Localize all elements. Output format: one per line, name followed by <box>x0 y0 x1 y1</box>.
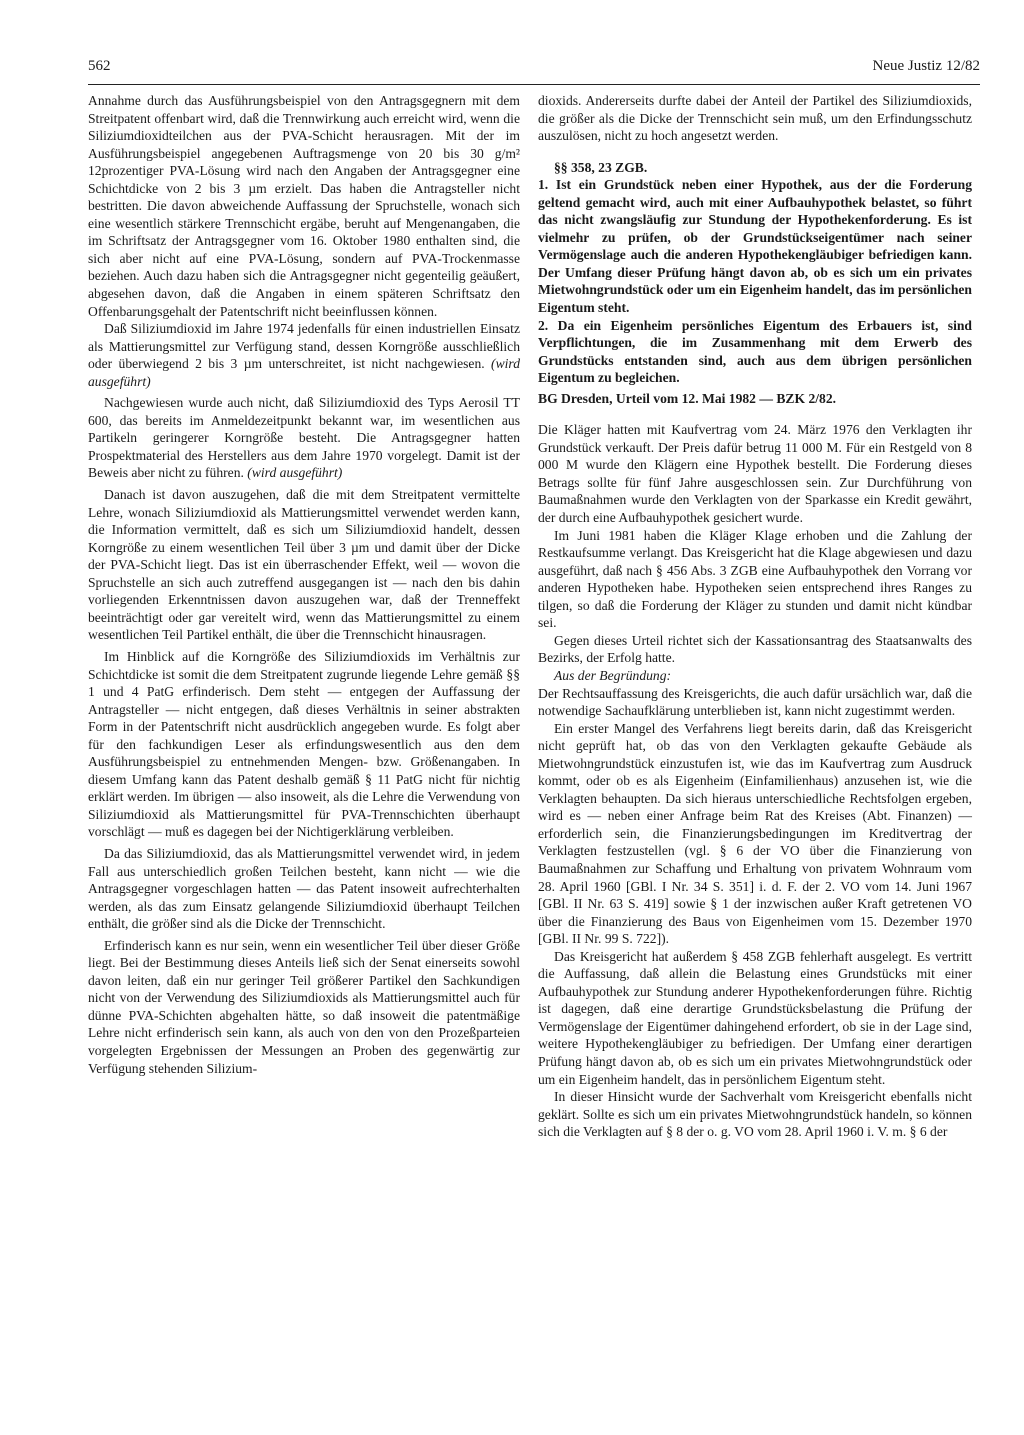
paragraph: Annahme durch das Ausführungsbeispiel von den Antragsgegnern mit dem Streitpatent offenbart wird, daß die Trennwirkung auch erreicht wird, wenn die Siliziumdioxidteilchen aus der PVA-Schicht herausragen. Mit der im Ausführungsbeispiel angegebenen Auftragsmenge von 20 bis 30 g/m² 12prozentiger PVA-Lösung wird nach den Angaben der Antragsgegner eine Schichtdicke von 2 bis 3 µm erzielt. Das haben die Antragsteller nicht bestritten. Die davon abweichende Auffassung der Spruchstelle, wonach sich eine wesentlich stärkere Trennschicht ergäbe, beruht auf Mengenangaben, die im Schriftsatz der Antragsgegner vom 16. Oktober 1980 enthalten sind, die sich aber nicht auf eine PVA-Lösung, sondern auf PVA-Trockenmasse beziehen. Auch dazu haben sich die Antragsgegner nicht gegenteilig geäußert, abgesehen davon, daß die Angaben in einem späteren Schriftsatz den Offenbarungsgehalt der Patentschrift nicht beeinflussen können. <box>88 93 520 319</box>
court-citation: BG Dresden, Urteil vom 12. Mai 1982 — BZK 2/82. <box>538 390 837 406</box>
page-number: 562 <box>88 58 111 74</box>
editorial-note: (wird ausgeführt) <box>88 356 520 389</box>
page-header <box>88 58 980 85</box>
paragraph: Danach ist davon auszugehen, daß die mit dem Streitpatent vermittelte Lehre, wonach Siliziumdioxid als Mattierungsmittel verwendet werden kann, die Information vermittelt, daß es sich um Siliziumdioxid handelt, dessen Korngröße zu einem wesentlichen Teil über 3 µm und damit über der Dicke der PVA-Schicht liegt. Das ist ein überraschender Effekt, weil — wovon die Spruchstelle an sich auch zutreffend ausgegangen ist — nach den bis dahin vorliegenden Erkenntnissen davon auszugehen war, daß der Trenneffekt beeinträchtigt oder gar vereitelt wird, wenn das Mattierungsmittel zu einem wesentlichen Teil Partikel enthält, die über die Trennschicht hinausragen. <box>88 487 520 643</box>
paragraph: Die Kläger hatten mit Kaufvertrag vom 24. März 1976 den Verklagten ihr Grundstück verkauft. Der Preis dafür betrug 11 000 M. Für ein Restgeld von 8 000 M wurde den Klägern eine Hypothek bestellt. Die Forderung dieses Betrags sollte für fünf Jahre ausgeschlossen sein. Zur Durchführung von Baumaßnahmen wurde den Verklagten von der Sparkasse ein Kredit gewährt, der durch eine Aufbauhypothek gesichert wurde. <box>538 422 972 526</box>
paragraph: Im Juni 1981 haben die Kläger Klage erhoben und die Zahlung der Restkaufsumme verlangt. Das Kreisgericht hat die Klage abgewiesen und dazu ausgeführt, daß nach § 456 Abs. 3 ZGB eine Aufbauhypothek den Vorrang vor anderen Hypotheken habe. Hypotheken seien entsprechend ihres Ranges zu tilgen, so daß die Forderung der Kläger zu stunden und damit nicht kündbar sei. <box>538 527 972 631</box>
paragraph: Das Kreisgericht hat außerdem § 458 ZGB fehlerhaft ausgelegt. Es vertritt die Auffassung, daß allein die Belastung eines Grundstücks mit einer Aufbauhypothek zur Stundung anderer Hypothekenforderungen führe. Richtig ist dagegen, daß eine derartige Grundstücksbelastung die Prüfung der Vermögenslage der Eigentümer dahingehend erfordert, ob sie in der Lage sind, weitere Hypothekengläubiger zu befriedigen. Der Umfang einer derartigen Prüfung hängt davon ab, ob es sich um ein privates Mietwohngrundstück oder um ein Eigenheim handelt, das in persönlichem Eigentum steht. <box>538 948 972 1087</box>
case-heading: §§ 358, 23 ZGB. <box>554 159 648 175</box>
paragraph: Im Hinblick auf die Korngröße des Siliziumdioxids im Verhältnis zur Schichtdicke ist somit die dem Streitpatent zugrunde liegende Lehre gemäß §§ 1 und 4 PatG erfinderisch. Dem steht — entgegen der Auffassung der Antragsteller — nicht entgegen, daß dieses Verhältnis in seiner abstrakten Form in der Patentschrift nicht ausdrücklich angegeben wurde. Es folgt aber für den fachkundigen Leser als erfindungswesentlich aus den dem Ausführungsbeispiel zu entnehmenden Mengen- bzw. Größenangaben. In diesem Umfang kann das Patent deshalb gemäß § 11 PatG nicht für nichtig erklärt werden. Im übrigen — also insoweit, als die Lehre die Verwendung von Siliziumdioxid als Mattierungsmittel für PVA-Trennschichten überhaupt vorschlägt — muß es dagegen bei der Nichtigerklärung verbleiben. <box>88 648 520 840</box>
right-column <box>538 92 972 1141</box>
section-subheading: Aus der Begründung: <box>554 667 672 683</box>
editorial-note: (wird ausgeführt) <box>247 465 343 481</box>
paragraph: Gegen dieses Urteil richtet sich der Kassationsantrag des Staatsanwalts des Bezirks, der Erfolg hatte. <box>538 632 972 666</box>
paragraph: Der Rechtsauffassung des Kreisgerichts, die auch dafür ursächlich war, daß die notwendige Sachaufklärung unterblieben ist, kann nicht zugestimmt werden. <box>538 685 972 719</box>
paragraph: Da das Siliziumdioxid, das als Mattierungsmittel verwendet wird, in jedem Fall aus unterschiedlich großen Teilchen besteht, kann nicht — wie die Antragsgegner vorgeschlagen hatten — das Patent insoweit aufrechterhalten werden, als das zum Einsatz gelangende Siliziumdioxid überhaupt Teilchen enthält, die größer sind als die Dicke der Trennschicht. <box>88 845 520 932</box>
paragraph: Daß Siliziumdioxid im Jahre 1974 jedenfalls für einen industriellen Einsatz als Mattierungsmittel zur Verfügung stand, dessen Korngröße ausschließlich oder überwiegend 2 bis 3 µm unterschreitet, ist nicht nachgewiesen. (wird ausgeführt) <box>88 321 520 389</box>
paragraph-continuation: dioxids. Andererseits durfte dabei der Anteil der Partikel des Siliziumdioxids, die größer als die Dicke der Trennschicht sein muß, um den Erfindungsschutz auszulösen, nicht zu hoch angesetzt werden. <box>538 93 972 144</box>
leitsatz-1: 1. Ist ein Grundstück neben einer Hypothek, aus der die Forderung geltend gemacht wird, auch mit einer Aufbauhypothek belastet, so führt das nicht zwangsläufig zur Stundung der Hypothekenforderung. Es ist vielmehr zu prüfen, ob der Grundstückseigentümer nach seiner Vermögenslage auch die anderen Hypothekengläubiger befriedigen kann. Der Umfang dieser Prüfung hängt davon ab, ob es sich um ein privates Mietwohngrundstück oder um ein Eigenheim handelt, das im persönlichen Eigentum steht. <box>538 177 972 316</box>
paragraph: In dieser Hinsicht wurde der Sachverhalt vom Kreisgericht ebenfalls nicht geklärt. Sollte es sich um ein privates Mietwohngrundstück handeln, so können sich die Verklagten auf § 8 der o. g. VO vom 28. April 1960 i. V. m. § 6 der <box>538 1089 972 1140</box>
journal-issue: Neue Justiz 12/82 <box>872 58 980 74</box>
left-column <box>88 92 520 1077</box>
paragraph: Ein erster Mangel des Verfahrens liegt bereits darin, daß das Kreisgericht nicht geprüft hat, ob das von den Verklagten gekaufte Gebäude als Mietwohngrundstück einzustufen ist, wie das im Kaufvertrag zum Ausdruck kommt, oder ob es als Eigenheim (Einfamilienhaus) anzusehen ist, wie die Verklagten behaupten. Da sich hieraus unterschiedliche Rechtsfolgen ergeben, wird es — neben einer Anfrage beim Rat des Kreises (Abt. Finanzen) — erforderlich sein, die Finanzierungsbedingungen im Kreditvertrag der Verklagten festzustellen (vgl. § 6 der VO über die Finanzierung von Baumaßnahmen zur Schaffung und Erhaltung von privatem Wohnraum vom 28. April 1960 [GBl. I Nr. 34 S. 351] i. d. F. der 2. VO vom 14. Juni 1967 [GBl. II Nr. 63 S. 419] sowie § 1 der inzwischen außer Kraft getretenen VO über die Finanzierung des Baus von Eigenheimen vom 15. Dezember 1970 [GBl. II Nr. 99 S. 722]). <box>538 720 972 947</box>
paragraph: Erfinderisch kann es nur sein, wenn ein wesentlicher Teil über dieser Größe liegt. Bei der Bestimmung dieses Anteils ließ sich der Senat einerseits sowohl davon leiten, daß ein nur geringer Teil größerer Partikel den Sachkundigen nicht von der Verwendung des Siliziumdioxids als Mattierungsmittel auch für dünne PVA-Schichten abgehalten hätte, so daß insoweit die patentmäßige Lehre nicht erfinderisch sein kann, als auch von den von den Prozeßparteien vorgelegten Ergebnissen der Messungen an Proben des gegenwärtig zur Verfügung stehenden Silizium- <box>88 937 520 1076</box>
paragraph: Nachgewiesen wurde auch nicht, daß Siliziumdioxid des Typs Aerosil TT 600, das bereits im Anmeldezeitpunkt bekannt war, im wesentlichen aus Partikeln geringerer Korngröße besteht. Die Antragsgegner hatten Prospektmaterial des Herstellers aus dem Jahre 1970 vorgelegt. Damit ist der Beweis aber nicht zu führen. (wird ausgeführt) <box>88 395 520 481</box>
leitsatz-2: 2. Da ein Eigenheim persönliches Eigentum des Erbauers ist, sind Verpflichtungen, die im Zusammenhang mit dem Erwerb des Grundstücks entstanden sind, auch aus dem übrigen persönlichen Eigentum zu begleichen. <box>538 317 972 386</box>
